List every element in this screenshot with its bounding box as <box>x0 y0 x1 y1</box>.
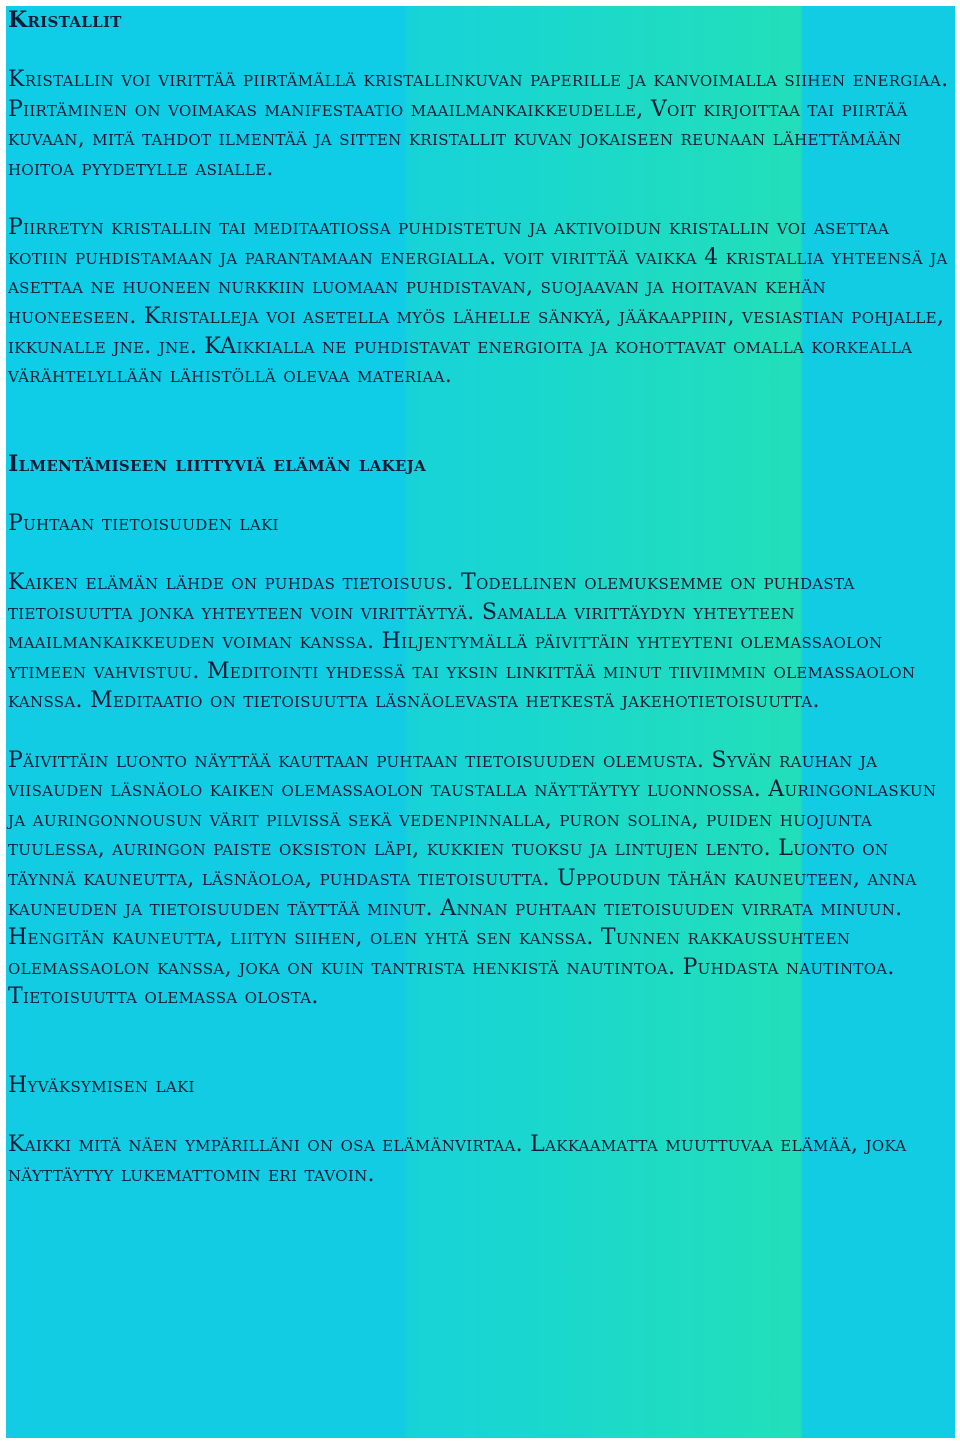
paragraph-nature: Päivittäin luonto näyttää kauttaan puhtaan tietoisuuden olemusta. Syvän rauhan ja viisauden läsnäolo kaiken olemassaolon taustalla näyttäytyy luonnossa. Auringonlaskun ja auringonnousun värit pilvissä sekä vedenpinnalla, puron solina, puiden huojunta tuulessa, auringon paiste oksiston läpi, kukkien tuoksu ja lintujen lento. Luonto on täynnä kauneutta, läsnäoloa, puhdasta tietoisuutta. Uppoudun tähän kauneuteen, anna kauneuden ja tietoisuuden täyttää minut. Annan puhtaan tietoisuuden virrata minuun. Hengitän kauneutta, liityn siihen, olen yhtä sen kanssa. Tunnen rakkaussuhteen olemassaolon kanssa, joka on kuin tantrista henkistä nautintoa. Puhdasta nautintoa. Tietoisuutta olemassa olosta. <box>8 747 937 1010</box>
document-page <box>6 6 955 1438</box>
background-band <box>6 1186 955 1438</box>
document-body <box>8 6 954 1189</box>
law-heading-acceptance: Hyväksymisen laki <box>8 1073 195 1098</box>
paragraph-crystal-placement: Piirretyn kristallin tai meditaatiossa puhdistetun ja aktivoidun kristallin voi asettaa kotiin puhdistamaan ja parantamaan energialla. voit virittää vaikka 4 kristallia yhteensä ja asettaa ne huoneen nurkkiin luomaan puhdistavan, suojaavan ja hoitavan kehän huoneeseen. Kristalleja voi asetella myös lähelle sänkyä, jääkaappiin, vesiastian pohjalle, ikkunalle jne. jne. KAikkialla ne puhdistavat energioita ja kohottavat omalla korkealla värähtelyllään lähistöllä olevaa materiaa. <box>8 215 948 389</box>
law-heading-pure-consciousness: Puhtaan tietoisuuden laki <box>8 510 279 536</box>
document-title: Kristallit <box>8 7 122 33</box>
paragraph-crystal-tuning: Kristallin voi virittää piirtämällä kristallinkuvan paperille ja kanvoimalla siihen energiaa. Piirtäminen on voimakas manifestaatio maailmankaikkeudelle, Voit kirjoittaa tai piirtää kuvaan, mitä tahdot ilmentää ja sitten kristallit kuvan jokaiseen reunaan lähettämään hoitoa pyydetylle asialle. <box>8 67 949 181</box>
paragraph-pure-consciousness: Kaiken elämän lähde on puhdas tietoisuus. Todellinen olemuksemme on puhdasta tietoisuutta jonka yhteyteen voin virittäytyä. Samalla virittäydyn yhteyteen maailmankaikkeuden voiman kanssa. Hiljentymällä päivittäin yhteyteni olemassaolon ytimeen vahvistuu. Meditointi yhdessä tai yksin linkittää minut tiiviimmin olemassaolon kanssa. Meditaatio on tietoisuutta läsnäolevasta hetkestä jakehotietoisuutta. <box>8 570 916 714</box>
section-heading: Ilmentämiseen liittyviä elämän lakeja <box>8 450 427 477</box>
paragraph-acceptance: Kaikki mitä näen ympärilläni on osa elämänvirtaa. Lakkaamatta muuttuvaa elämää, joka näyttäytyy lukemattomin eri tavoin. <box>8 1132 907 1187</box>
